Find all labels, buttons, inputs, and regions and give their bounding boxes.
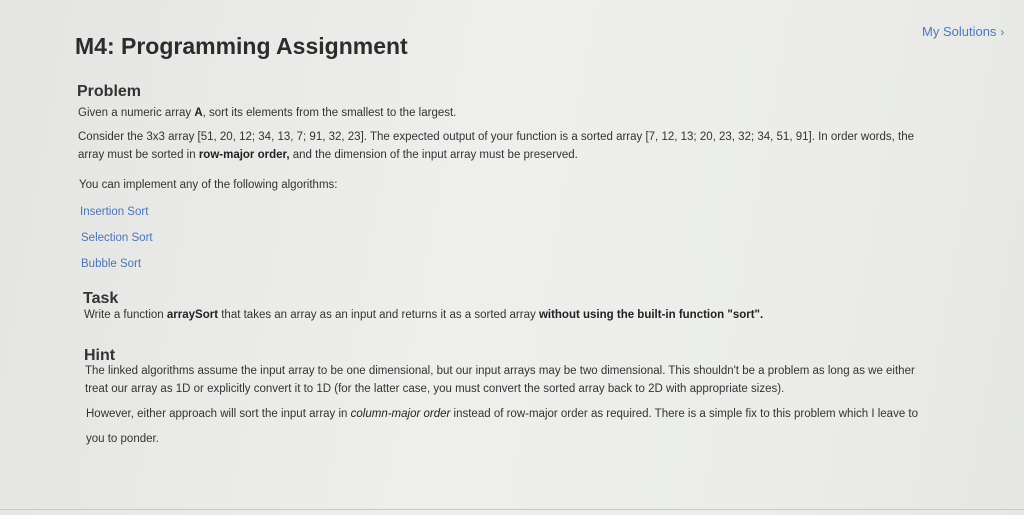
bubble-sort-link[interactable]: Bubble Sort [81, 258, 142, 270]
bottom-divider [0, 509, 1024, 510]
task-statement [84, 306, 763, 325]
page-title: M4: Programming Assignment [75, 33, 408, 59]
problem-statement [78, 104, 456, 123]
hint-line-1: The linked algorithms assume the input array to be one dimensional, but our input arrays may be two dimensional. This shouldn't be a problem as long as we either [85, 365, 915, 377]
example-text-pre: array must be sorted in [78, 149, 199, 161]
example-line-2 [78, 146, 578, 165]
hint-line-3 [86, 405, 918, 424]
my-solutions-label: My Solutions [922, 24, 997, 39]
array-name: A [194, 107, 203, 119]
chevron-right-icon: › [1000, 24, 1005, 39]
insertion-sort-link[interactable]: Insertion Sort [80, 206, 149, 218]
example-line-1: Consider the 3x3 array [51, 20, 12; 34, 13, 7; 91, 32, 23]. The expected output of your function is a sorted array [7, 12, 13; 20, 23, 32; 34, 51, 91]. In order words, the [78, 131, 914, 143]
function-name: arraySort [166, 309, 219, 321]
hint-line-4: you to ponder. [86, 433, 159, 445]
algorithms-intro: You can implement any of the following algorithms: [79, 179, 338, 191]
problem-heading: Problem [77, 83, 142, 100]
hint-text-pre: However, either approach will sort the input array in [86, 408, 351, 420]
column-major-emphasis: column-major order [350, 408, 451, 420]
task-text-pre: Write a function [84, 309, 167, 321]
task-heading: Task [83, 290, 119, 307]
task-text-mid: that takes an array as an input and returns it as a sorted array [218, 309, 539, 321]
selection-sort-link[interactable]: Selection Sort [81, 232, 153, 244]
example-text-post: and the dimension of the input array must be preserved. [289, 149, 578, 161]
my-solutions-link[interactable] [922, 24, 1004, 39]
hint-line-2: treat our array as 1D or explicitly convert it to 1D (for the latter case, you must convert the sorted array back to 2D with appropriate sizes). [85, 383, 785, 395]
hint-heading: Hint [84, 347, 116, 364]
row-major-emphasis: row-major order, [198, 149, 290, 161]
problem-text-2: , sort its elements from the smallest to the largest. [202, 107, 457, 119]
problem-text-1: Given a numeric array [78, 107, 195, 119]
hint-text-post: instead of row-major order as required. There is a simple fix to this problem which I leave to [450, 408, 919, 420]
task-constraint: without using the built-in function "sort". [538, 309, 764, 321]
